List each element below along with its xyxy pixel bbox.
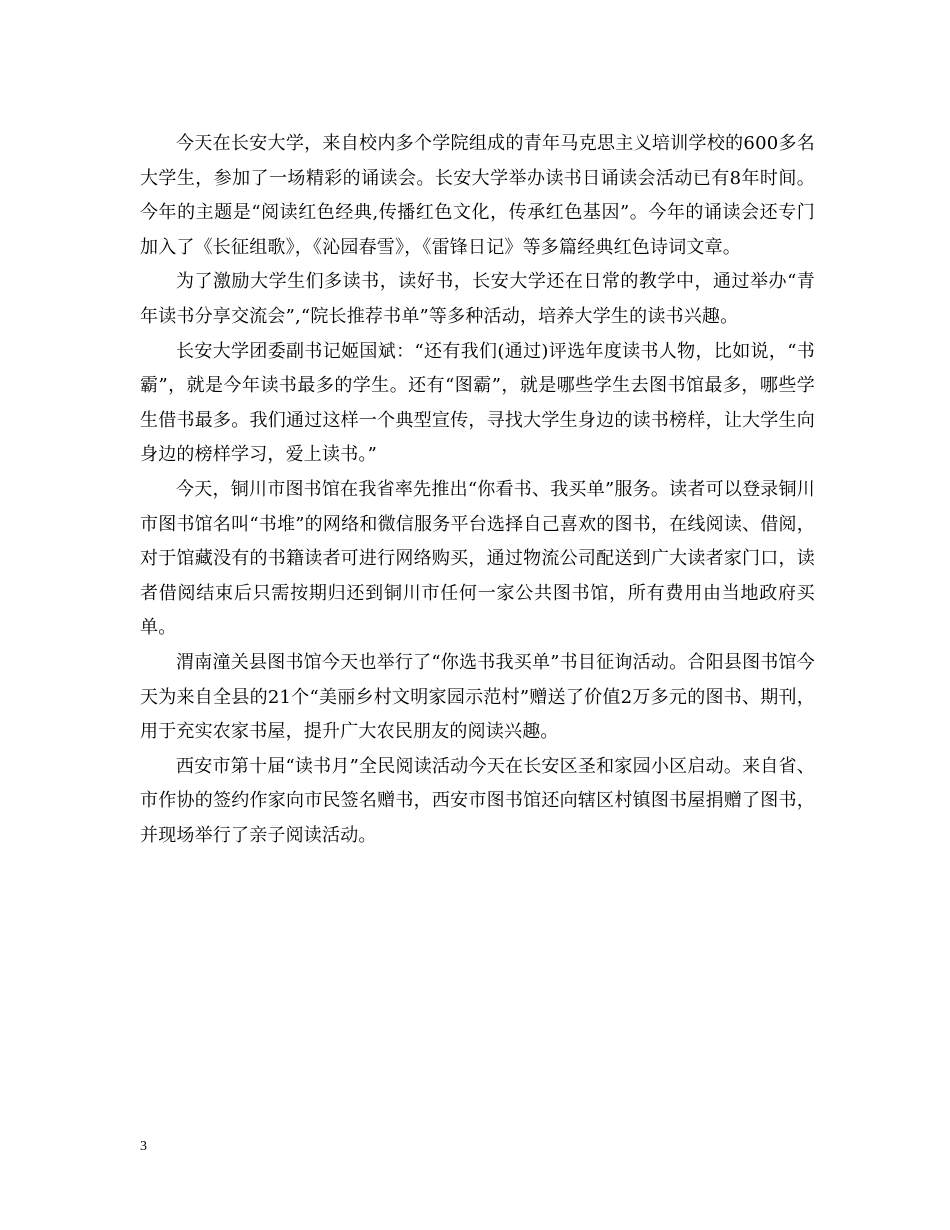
paragraph-4: 今天，铜川市图书馆在我省率先推出“你看书、我买单”服务。读者可以登录铜川市图书馆名叫“书堆”的网络和微信服务平台选择自己喜欢的图书，在线阅读、借阅，对于馆藏没有的书籍读者可进行网络购买，通过物流公司配送到广大读者家门口，读者借阅结束后只需按期归还到铜川市任何一家公共图书馆，所有费用由当地政府买单。 bbox=[140, 478, 815, 639]
paragraph-6: 西安市第十届“读书月”全民阅读活动今天在长安区圣和家园小区启动。来自省、市作协的签约作家向市民签名赠书，西安市图书馆还向辖区村镇图书屋捐赠了图书，并现场举行了亲子阅读活动。 bbox=[140, 755, 815, 846]
paragraph-3: 长安大学团委副书记姬国斌：“还有我们(通过)评选年度读书人物，比如说，“书霸”，就是今年读书最多的学生。还有“图霸”，就是哪些学生去图书馆最多，哪些学生借书最多。我们通过这样一个典型宣传，寻找大学生身边的读书榜样，让大学生向身边的榜样学习，爱上读书。” bbox=[140, 340, 815, 466]
page-number: 3 bbox=[140, 1139, 147, 1154]
paragraph-1: 今天在长安大学，来自校内多个学院组成的青年马克思主义培训学校的600多名大学生，参加了一场精彩的诵读会。长安大学举办读书日诵读会活动已有8年时间。今年的主题是“阅读红色经典,传播红色文化，传承红色基因”。今年的诵读会还专门加入了《长征组歌》，《沁园春雪》，《雷锋日记》等多篇经典红色诗词文章。 bbox=[140, 133, 815, 258]
document-body bbox=[140, 127, 815, 853]
paragraph-5: 渭南潼关县图书馆今天也举行了“你选书我买单”书目征询活动。合阳县图书馆今天为来自全县的21个“美丽乡村文明家园示范村”赠送了价值2万多元的图书、期刊，用于充实农家书屋，提升广大农民朋友的阅读兴趣。 bbox=[140, 651, 815, 743]
paragraph-2: 为了激励大学生们多读书，读好书，长安大学还在日常的教学中，通过举办“青年读书分享交流会”,“院长推荐书单”等多种活动，培养大学生的读书兴趣。 bbox=[140, 271, 815, 327]
